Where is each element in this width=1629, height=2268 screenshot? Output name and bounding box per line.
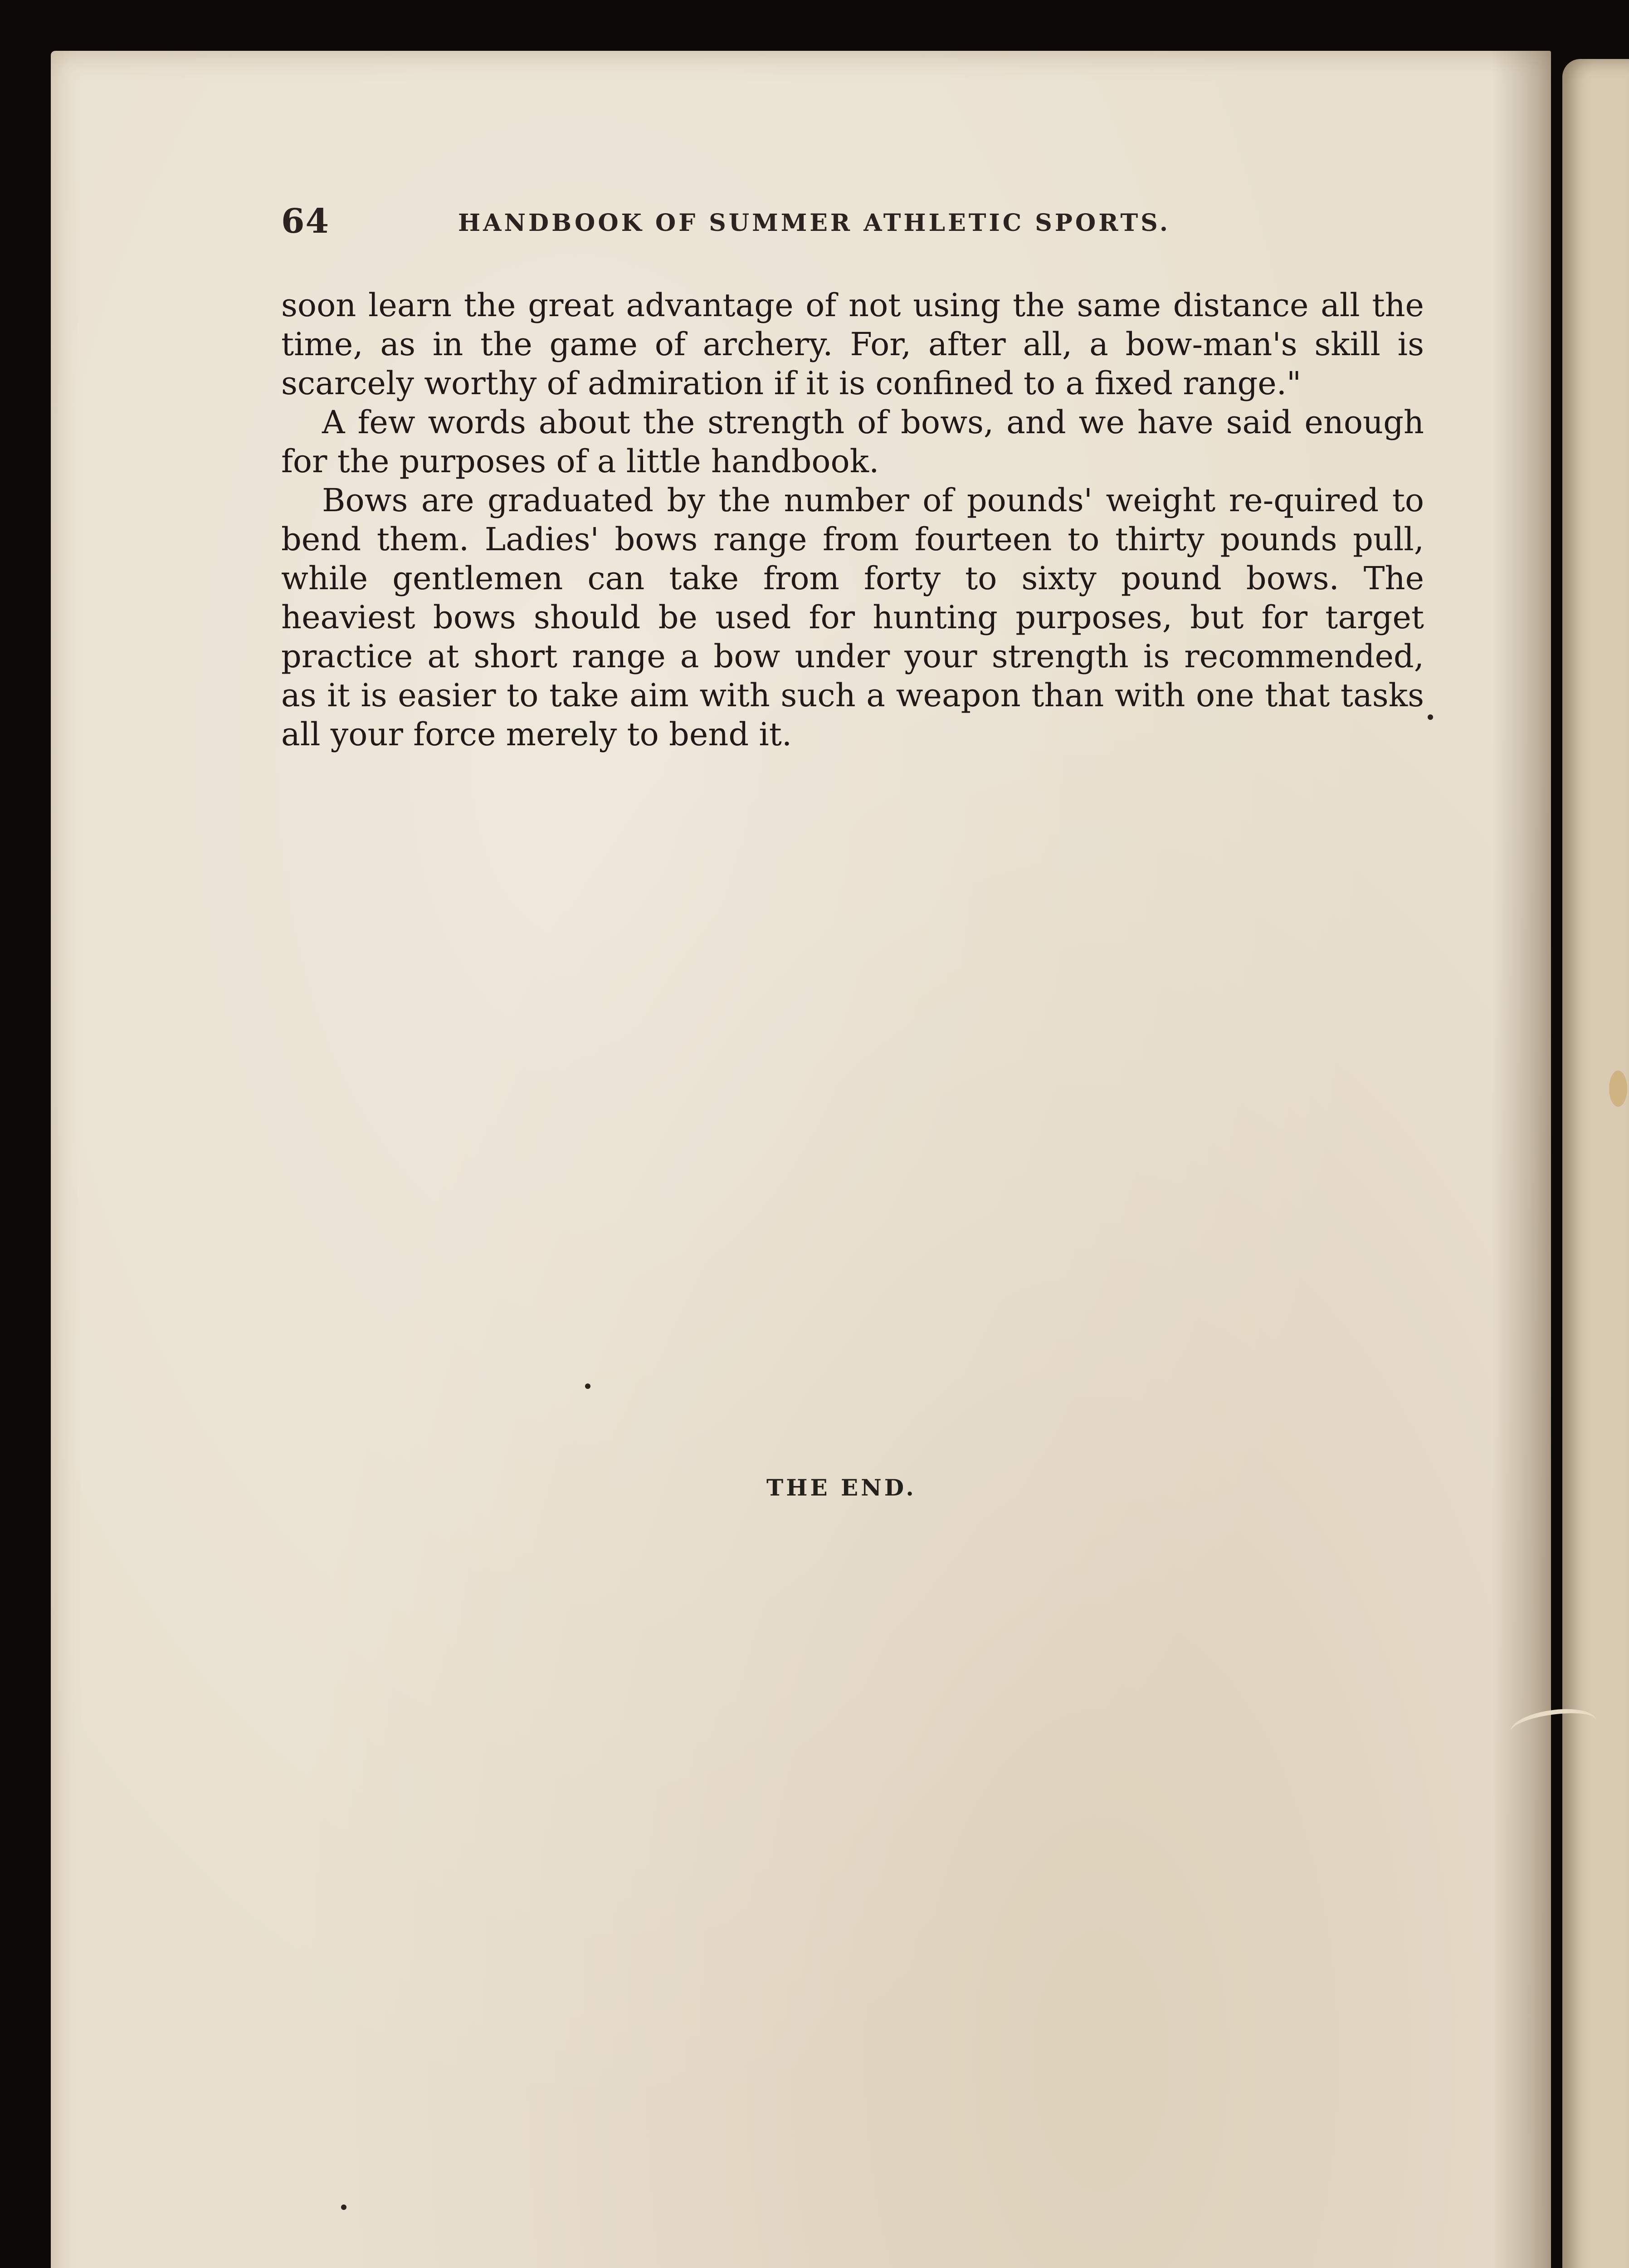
page-stain xyxy=(1609,1070,1627,1107)
paragraph: soon learn the great advantage of not using the same distance all the time, as in the game of archery. For, after all, a bow-man's skill is scarcely worthy of admiration if it is confined to a fixed range." xyxy=(281,287,1424,402)
body-text xyxy=(281,286,1424,754)
page-header xyxy=(281,202,1424,243)
page-gutter-shadow xyxy=(1492,51,1551,2268)
the-end-label: THE END. xyxy=(766,1474,917,1501)
ink-speck xyxy=(585,1383,590,1389)
ink-speck xyxy=(341,2204,346,2210)
paragraph: Bows are graduated by the number of pounds' weight re-quired to bend them. Ladies' bows range from fourteen to thirty pounds pull, while gentlemen can take from forty to sixty pound bows. The heaviest bows should be used for hunting purposes, but for target practice at short range a bow under your strength is recommended, as it is easier to take aim with such a weapon than with one that tasks all your force merely to bend it. xyxy=(281,482,1424,753)
adjacent-page-edge xyxy=(1562,59,1629,2268)
page-number: 64 xyxy=(281,202,330,241)
paragraph: A few words about the strength of bows, and we have said enough for the purposes of a little handbook. xyxy=(281,404,1424,480)
running-title: HANDBOOK OF SUMMER ATHLETIC SPORTS. xyxy=(458,209,1171,237)
ink-speck xyxy=(1428,714,1433,720)
